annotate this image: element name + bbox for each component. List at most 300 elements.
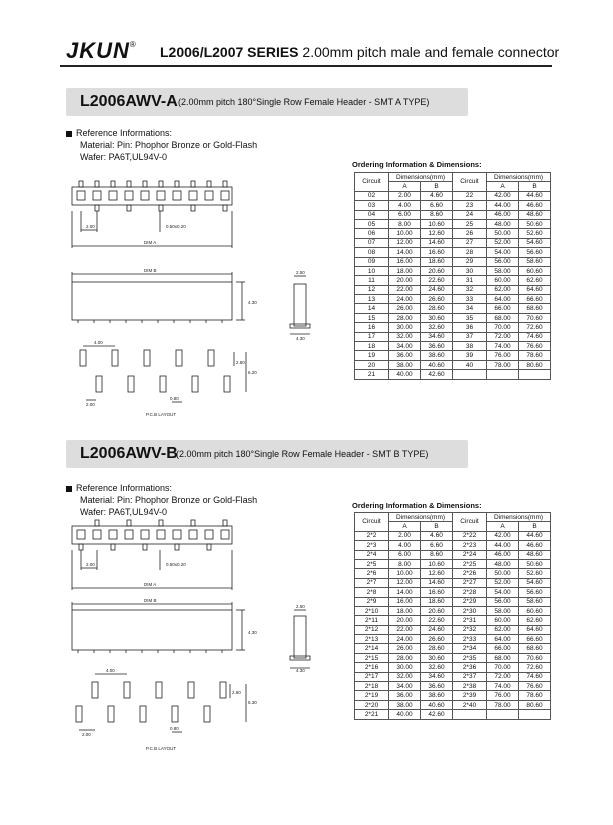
table-cell: 26.60 (421, 635, 453, 644)
header-end-view (294, 284, 306, 326)
table-row (355, 559, 551, 568)
table-cell: 36.00 (389, 691, 421, 700)
table-cell: 2*15 (355, 653, 389, 662)
table-cell: 36.00 (389, 351, 421, 360)
brand-logo: JKUN® (66, 38, 137, 63)
table-cell: 2*2 (355, 531, 389, 540)
table-cell: 12.00 (389, 238, 421, 247)
table-cell: 52.60 (519, 569, 551, 578)
dim-label: 0.50x0.20 (166, 562, 186, 567)
table-cell: 4.00 (389, 541, 421, 550)
header-dimensions: Dimensions(mm) (487, 173, 551, 182)
table-cell: 44.00 (487, 541, 519, 550)
header-top-view (72, 526, 232, 544)
table-cell: 14.60 (421, 238, 453, 247)
table-cell: 4.60 (421, 191, 453, 200)
header-a: A (389, 182, 421, 191)
table-cell: 13 (355, 295, 389, 304)
table-cell: 18.60 (421, 597, 453, 606)
table-row (355, 663, 551, 672)
table-cell: 02 (355, 191, 389, 200)
table-cell: 2*37 (453, 672, 487, 681)
table-cell: 56.60 (519, 588, 551, 597)
header-dimensions: Dimensions(mm) (389, 173, 453, 182)
table-cell: 8.00 (389, 219, 421, 228)
table-cell: 10.60 (421, 559, 453, 568)
table-cell: 2*28 (453, 588, 487, 597)
table-cell: 2*6 (355, 569, 389, 578)
table-cell: 18.60 (421, 257, 453, 266)
table-cell: 24.60 (421, 285, 453, 294)
bullet-icon (66, 131, 72, 137)
table-cell: 2*13 (355, 635, 389, 644)
header-dimensions: Dimensions(mm) (389, 513, 453, 522)
table-cell: 28.60 (421, 304, 453, 313)
table-cell: 38 (453, 342, 487, 351)
table-cell: 12.60 (421, 229, 453, 238)
table-cell: 36.60 (421, 342, 453, 351)
table-cell: 62.00 (487, 285, 519, 294)
table-cell: 38.00 (389, 700, 421, 709)
table-cell: 2*16 (355, 663, 389, 672)
table-cell: 2*32 (453, 625, 487, 634)
table-cell: 15 (355, 313, 389, 322)
section-b-banner (66, 440, 468, 468)
table-cell: 72.60 (519, 323, 551, 332)
table-cell: 34.00 (389, 682, 421, 691)
table-cell: 18.00 (389, 606, 421, 615)
table-cell: 32.00 (389, 672, 421, 681)
reference-wafer: Wafer: PA6T,UL94V-0 (80, 152, 168, 162)
table-cell: 2*31 (453, 616, 487, 625)
table-row (355, 550, 551, 559)
table-cell: 68.60 (519, 644, 551, 653)
table-cell: 29 (453, 257, 487, 266)
table-cell: 2*8 (355, 588, 389, 597)
dim-label: DIM B (144, 268, 157, 273)
table-cell: 08 (355, 248, 389, 257)
table-cell: 62.60 (519, 276, 551, 285)
pcb-layout-label: P.C.B LAYOUT (146, 746, 177, 751)
table-cell: 42.00 (487, 191, 519, 200)
table-cell: 2*22 (453, 531, 487, 540)
table-cell: 2*17 (355, 672, 389, 681)
table-cell: 72.00 (487, 672, 519, 681)
table-row (355, 672, 551, 681)
section-a-reference (66, 127, 257, 163)
table-cell: 54.60 (519, 238, 551, 247)
table-cell: 68.00 (487, 313, 519, 322)
header-divider (60, 65, 552, 67)
table-cell: 14.60 (421, 578, 453, 587)
table-cell: 10 (355, 266, 389, 275)
table-cell: 16 (355, 323, 389, 332)
section-a-description: (2.00mm pitch 180°Single Row Female Header - SMT A TYPE) (178, 97, 430, 107)
section-b-drawing (60, 506, 350, 756)
table-cell: 40.60 (421, 360, 453, 369)
dim-label: 4.30 (248, 300, 257, 305)
table-cell: 44.00 (487, 201, 519, 210)
table-cell: 2.00 (389, 191, 421, 200)
header-side-view (72, 610, 232, 650)
dim-label: 4.30 (296, 668, 305, 673)
table-cell: 58.60 (519, 597, 551, 606)
table-cell: 70.60 (519, 653, 551, 662)
table-row (355, 295, 551, 304)
table-cell: 22.00 (389, 285, 421, 294)
table-cell: 24.00 (389, 635, 421, 644)
table-cell: 28 (453, 248, 487, 257)
table-cell: 60.60 (519, 266, 551, 275)
table-cell: 16.00 (389, 597, 421, 606)
table-cell: 2*23 (453, 541, 487, 550)
table-cell: 2*14 (355, 644, 389, 653)
table-cell: 14.00 (389, 588, 421, 597)
dim-label: 0.80 (170, 726, 179, 731)
table-cell: 38.00 (389, 360, 421, 369)
table-cell: 64.00 (487, 295, 519, 304)
table-cell: 40.60 (421, 700, 453, 709)
table-cell: 52.00 (487, 238, 519, 247)
table-row (355, 606, 551, 615)
section-b-code: L2006AWV-B (80, 445, 178, 462)
table-cell: 50.00 (487, 569, 519, 578)
table-cell: 24.00 (389, 295, 421, 304)
pin-row (77, 530, 229, 539)
table-cell: 38.60 (421, 351, 453, 360)
table-cell: 6.00 (389, 210, 421, 219)
table-cell: 10.00 (389, 229, 421, 238)
page-title (160, 44, 559, 60)
dim-label: 4.00 (94, 340, 103, 345)
table-cell: 56.60 (519, 248, 551, 257)
table-cell: 2*36 (453, 663, 487, 672)
table-row (355, 578, 551, 587)
table-row (355, 229, 551, 238)
table-cell: 46.00 (487, 210, 519, 219)
reference-title: Reference Informations: (76, 128, 173, 138)
table-cell: 32.60 (421, 323, 453, 332)
header-end-view (294, 616, 306, 658)
table-row (355, 531, 551, 540)
table-row (355, 304, 551, 313)
table-cell: 20.60 (421, 266, 453, 275)
table-cell: 2*34 (453, 644, 487, 653)
table-cell (519, 370, 551, 379)
table-row (355, 541, 551, 550)
header-b: B (519, 522, 551, 531)
table-cell: 20.00 (389, 616, 421, 625)
table-cell: 42.00 (487, 531, 519, 540)
table-cell: 52.00 (487, 578, 519, 587)
dim-label: 2.00 (82, 732, 91, 737)
pcb-layout (76, 674, 246, 732)
table-cell: 26.00 (389, 644, 421, 653)
table-cell: 80.60 (519, 700, 551, 709)
table-cell: 6.60 (421, 201, 453, 210)
table-cell: 2*20 (355, 700, 389, 709)
table-cell: 10.60 (421, 219, 453, 228)
table-cell: 58.00 (487, 606, 519, 615)
table-cell: 2*33 (453, 635, 487, 644)
table-cell: 8.00 (389, 559, 421, 568)
table-cell: 2*18 (355, 682, 389, 691)
table-cell: 31 (453, 276, 487, 285)
header-a: A (487, 182, 519, 191)
table-row (355, 285, 551, 294)
dim-label: 5.30 (248, 700, 257, 705)
pcb-layout-label: P.C.B LAYOUT (146, 412, 177, 417)
table-cell: 54.00 (487, 248, 519, 257)
table-cell: 48.00 (487, 559, 519, 568)
table-cell: 76.60 (519, 342, 551, 351)
header-circuit: Circuit (355, 173, 389, 192)
table-cell: 74.00 (487, 342, 519, 351)
table-row (355, 219, 551, 228)
bullet-icon (66, 486, 72, 492)
table-cell: 64.60 (519, 625, 551, 634)
table-cell: 2*35 (453, 653, 487, 662)
table-cell: 11 (355, 276, 389, 285)
table-row (355, 625, 551, 634)
table-row (355, 332, 551, 341)
table-row (355, 370, 551, 379)
table-cell: 22.60 (421, 616, 453, 625)
table-cell: 50.00 (487, 229, 519, 238)
table-cell: 62.60 (519, 616, 551, 625)
table-cell: 72.60 (519, 663, 551, 672)
table-cell: 2*12 (355, 625, 389, 634)
table-cell: 50.60 (519, 559, 551, 568)
table-cell: 2*38 (453, 682, 487, 691)
table-row (355, 266, 551, 275)
table-row (355, 342, 551, 351)
table-cell: 74.00 (487, 682, 519, 691)
table-row (355, 710, 551, 719)
table-cell: 2*4 (355, 550, 389, 559)
table-row (355, 653, 551, 662)
table-cell: 30.60 (421, 653, 453, 662)
table-cell: 2*29 (453, 597, 487, 606)
table-row (355, 691, 551, 700)
table-cell: 18 (355, 342, 389, 351)
table-cell: 6.60 (421, 541, 453, 550)
header-a: A (389, 522, 421, 531)
dim-label: 4.30 (248, 630, 257, 635)
table-cell: 20.00 (389, 276, 421, 285)
table-row (355, 597, 551, 606)
header-side-view (72, 282, 232, 320)
table-cell: 64.60 (519, 285, 551, 294)
table-cell: 2*40 (453, 700, 487, 709)
table-cell: 46.60 (519, 201, 551, 210)
table-cell: 62.00 (487, 625, 519, 634)
table-cell: 56.00 (487, 257, 519, 266)
table-cell: 46.60 (519, 541, 551, 550)
table-cell: 52.60 (519, 229, 551, 238)
table-cell: 40.00 (389, 710, 421, 719)
table-cell: 18.00 (389, 266, 421, 275)
table-cell: 40.00 (389, 370, 421, 379)
table-cell: 33 (453, 295, 487, 304)
table-cell: 54.60 (519, 578, 551, 587)
table-cell: 70.00 (487, 663, 519, 672)
table-cell: 2*7 (355, 578, 389, 587)
table-cell: 60.00 (487, 276, 519, 285)
table-cell: 2*10 (355, 606, 389, 615)
header-circuit: Circuit (453, 513, 487, 532)
table-cell (453, 370, 487, 379)
table-cell: 09 (355, 257, 389, 266)
dim-label: 2.00 (86, 402, 95, 407)
table-cell: 2*24 (453, 550, 487, 559)
table-cell: 78.60 (519, 691, 551, 700)
table-cell: 12 (355, 285, 389, 294)
table-cell: 66.00 (487, 304, 519, 313)
table-cell (487, 710, 519, 719)
table-cell: 48.00 (487, 219, 519, 228)
table-cell: 74.60 (519, 332, 551, 341)
table-cell: 12.00 (389, 578, 421, 587)
table-cell: 24.60 (421, 625, 453, 634)
table-cell: 34 (453, 304, 487, 313)
table-cell: 30.00 (389, 323, 421, 332)
table-cell: 22 (453, 191, 487, 200)
table-row (355, 700, 551, 709)
table-cell: 78.00 (487, 700, 519, 709)
table-cell: 48.60 (519, 210, 551, 219)
table-cell: 74.60 (519, 672, 551, 681)
table-cell: 32 (453, 285, 487, 294)
table-cell: 21 (355, 370, 389, 379)
dim-label: 2.50 (296, 270, 305, 275)
section-b-ordering-title: Ordering Information & Dimensions: (352, 501, 482, 510)
section-a-ordering-title: Ordering Information & Dimensions: (352, 160, 482, 169)
series-description: 2.00mm pitch male and female connector (298, 44, 560, 60)
section-b-dimensions-table (354, 512, 551, 720)
table-cell: 25 (453, 219, 487, 228)
dim-label: 0.50x0.20 (166, 224, 186, 229)
table-row (355, 351, 551, 360)
table-cell: 60.60 (519, 606, 551, 615)
table-cell: 10.00 (389, 569, 421, 578)
dim-label: 0.80 (170, 396, 179, 401)
table-cell: 2*9 (355, 597, 389, 606)
table-cell: 44.60 (519, 531, 551, 540)
table-cell: 14 (355, 304, 389, 313)
table-cell (519, 710, 551, 719)
table-cell: 17 (355, 332, 389, 341)
table-cell: 76.00 (487, 351, 519, 360)
table-cell: 36.60 (421, 682, 453, 691)
table-cell: 54.00 (487, 588, 519, 597)
table-cell: 38.60 (421, 691, 453, 700)
table-cell: 12.60 (421, 569, 453, 578)
dim-label: DIM B (144, 598, 157, 603)
table-cell: 78.60 (519, 351, 551, 360)
table-cell: 14.00 (389, 248, 421, 257)
table-cell: 34.60 (421, 672, 453, 681)
header-b: B (421, 522, 453, 531)
table-cell: 58.60 (519, 257, 551, 266)
table-cell: 22.60 (421, 276, 453, 285)
table-cell: 30 (453, 266, 487, 275)
table-cell: 64.00 (487, 635, 519, 644)
table-cell: 2*30 (453, 606, 487, 615)
table-cell: 70.00 (487, 323, 519, 332)
section-a-dimensions-table (354, 172, 551, 380)
table-cell: 2*5 (355, 559, 389, 568)
table-cell: 04 (355, 210, 389, 219)
table-cell: 66.60 (519, 295, 551, 304)
table-cell: 16.60 (421, 588, 453, 597)
table-cell: 4.60 (421, 531, 453, 540)
table-cell: 42.60 (421, 710, 453, 719)
table-row (355, 588, 551, 597)
table-cell: 30.00 (389, 663, 421, 672)
table-cell: 40 (453, 360, 487, 369)
table-cell: 60.00 (487, 616, 519, 625)
dim-label: 4.30 (296, 336, 305, 341)
table-row (355, 323, 551, 332)
table-row (355, 569, 551, 578)
table-cell: 32.00 (389, 332, 421, 341)
table-row (355, 191, 551, 200)
table-cell: 4.00 (389, 201, 421, 210)
table-cell: 6.00 (389, 550, 421, 559)
table-cell: 2*19 (355, 691, 389, 700)
table-cell: 68.60 (519, 304, 551, 313)
table-cell: 2*25 (453, 559, 487, 568)
table-cell: 37 (453, 332, 487, 341)
table-cell: 36 (453, 323, 487, 332)
table-cell: 2.00 (389, 531, 421, 540)
table-row (355, 360, 551, 369)
table-cell: 72.00 (487, 332, 519, 341)
table-cell: 06 (355, 229, 389, 238)
table-row (355, 616, 551, 625)
table-cell: 28.60 (421, 644, 453, 653)
table-cell: 8.60 (421, 550, 453, 559)
table-cell: 2*26 (453, 569, 487, 578)
section-a-banner (66, 88, 468, 116)
header-a: A (487, 522, 519, 531)
header-dimensions: Dimensions(mm) (487, 513, 551, 522)
table-row (355, 635, 551, 644)
table-row (355, 238, 551, 247)
table-cell: 28.00 (389, 313, 421, 322)
table-cell: 42.60 (421, 370, 453, 379)
table-cell: 78.00 (487, 360, 519, 369)
table-cell (487, 370, 519, 379)
table-cell: 32.60 (421, 663, 453, 672)
table-cell: 26 (453, 229, 487, 238)
header-b: B (519, 182, 551, 191)
table-cell: 70.60 (519, 313, 551, 322)
section-a-code: L2006AWV-A (80, 93, 178, 110)
table-cell (453, 710, 487, 719)
table-cell: 03 (355, 201, 389, 210)
section-a-drawing (60, 170, 350, 420)
table-cell: 2*39 (453, 691, 487, 700)
table-cell: 39 (453, 351, 487, 360)
table-cell: 2*27 (453, 578, 487, 587)
table-cell: 16.60 (421, 248, 453, 257)
table-cell: 07 (355, 238, 389, 247)
dim-label: 2.00 (86, 224, 95, 229)
table-cell: 76.00 (487, 691, 519, 700)
table-cell: 34.00 (389, 342, 421, 351)
